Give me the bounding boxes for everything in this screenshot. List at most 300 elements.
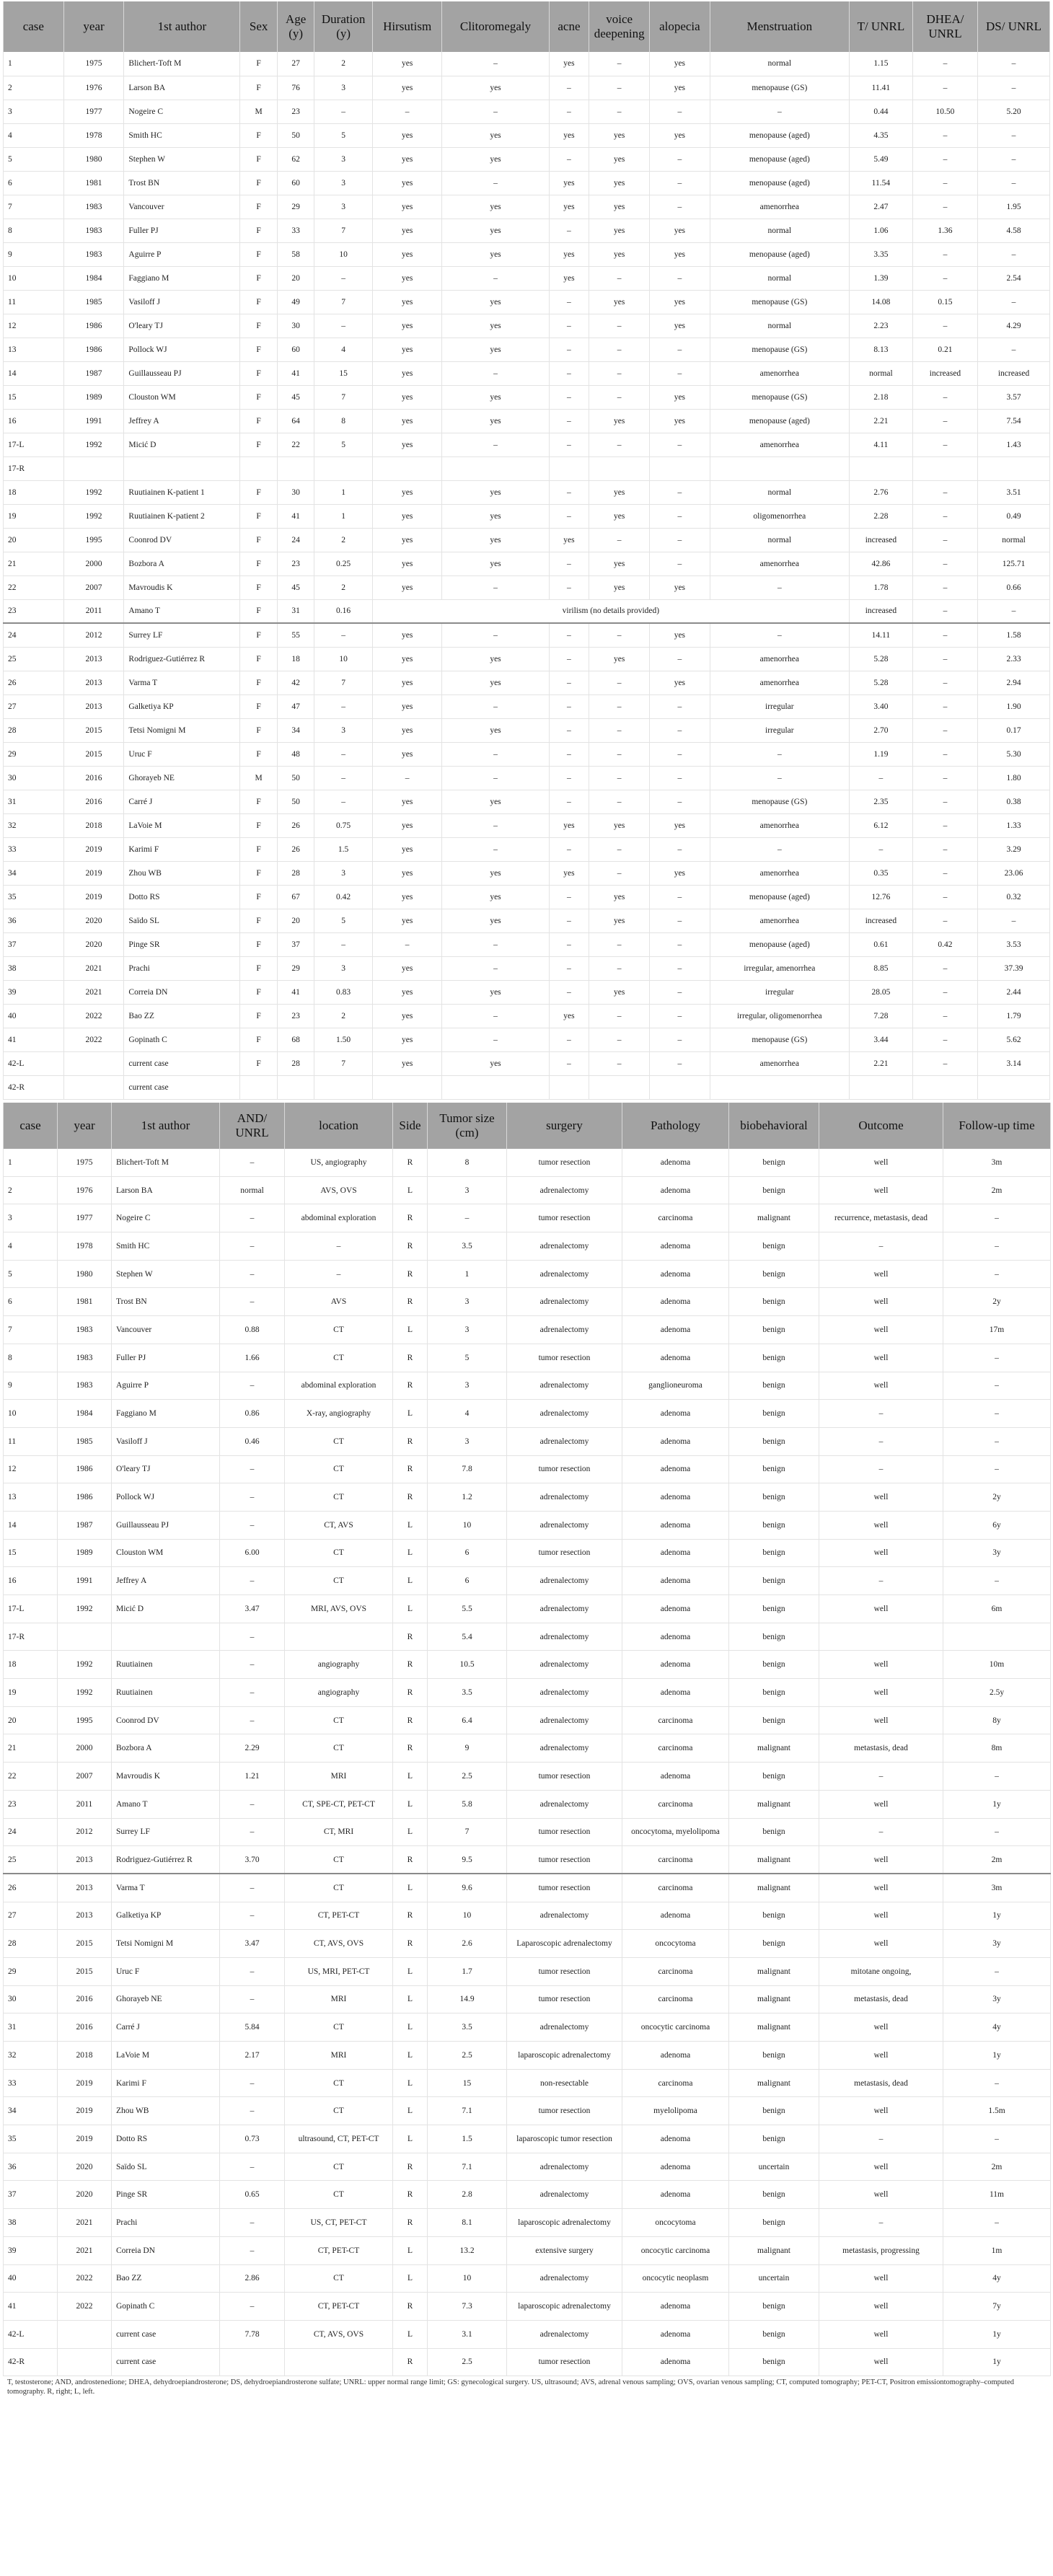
table1-header-row (4, 1, 1050, 52)
table-cell: 15 (314, 361, 372, 385)
table-cell: 7 (428, 1818, 507, 1846)
table1-header-cell: T/ UNRL (849, 1, 912, 52)
table-cell: Carré J (124, 790, 240, 813)
table-cell: current case (124, 1051, 240, 1075)
table-cell: 2018 (58, 2042, 112, 2070)
table-cell: well (819, 2293, 943, 2321)
table-cell: – (549, 480, 589, 504)
table-cell: yes (442, 480, 549, 504)
table-cell: 50 (277, 766, 314, 790)
table-cell: 25 (4, 647, 64, 671)
table-cell: – (710, 766, 849, 790)
table-cell (112, 1623, 220, 1651)
table-cell: – (943, 1818, 1051, 1846)
table-cell: 3.51 (978, 480, 1050, 504)
table-cell: amenorrhea (710, 361, 849, 385)
table-cell: Amano T (124, 599, 240, 623)
table-cell: tumor resection (507, 1818, 622, 1846)
table2-header-cell: Side (393, 1103, 428, 1149)
table-cell: 5.28 (849, 647, 912, 671)
table-cell: – (650, 361, 710, 385)
table-cell: yes (549, 171, 589, 195)
table-cell: benign (729, 1176, 819, 1204)
table-cell: 0.75 (314, 813, 372, 837)
table-cell: normal (220, 1176, 285, 1204)
table-cell: – (912, 480, 977, 504)
table-cell: 31 (4, 2013, 58, 2042)
table-row (4, 1511, 1051, 1539)
table-cell: – (220, 1902, 285, 1930)
table-cell: MRI, AVS, OVS (285, 1595, 393, 1623)
table-cell: F (240, 290, 278, 314)
table-cell: F (240, 956, 278, 980)
table-row (4, 1075, 1050, 1099)
table-row (4, 1539, 1051, 1567)
table-cell: yes (650, 219, 710, 242)
table-cell: 1.43 (978, 433, 1050, 456)
table-cell: 34 (4, 861, 64, 885)
table-cell: virilism (no details provided) (372, 599, 849, 623)
table-cell: carcinoma (622, 1790, 729, 1818)
table-cell: menopause (GS) (710, 385, 849, 409)
table-cell: increased (912, 361, 977, 385)
table-cell: – (650, 266, 710, 290)
table-cell: – (549, 504, 589, 528)
table-cell: 2.54 (978, 266, 1050, 290)
table-cell: – (589, 1004, 650, 1028)
table-cell: laparoscopic adrenalectomy (507, 2042, 622, 2070)
table-cell: – (549, 837, 589, 861)
table-cell: – (220, 1706, 285, 1734)
table-cell: – (442, 52, 549, 76)
table-row (4, 1957, 1051, 1985)
table-cell: adenoma (622, 2320, 729, 2348)
table-cell: 23 (277, 552, 314, 575)
table-row (4, 290, 1050, 314)
table-cell: current case (112, 2348, 220, 2376)
table-cell: benign (729, 1930, 819, 1958)
table-cell: – (220, 1567, 285, 1595)
table-cell: 12 (4, 1455, 58, 1483)
table-cell: well (819, 2348, 943, 2376)
table-cell: 125.71 (978, 552, 1050, 575)
table-cell (58, 2348, 112, 2376)
table-cell: 4.11 (849, 433, 912, 456)
table-cell: 22 (277, 433, 314, 456)
table-cell: CT, PET-CT (285, 2236, 393, 2264)
table-cell: – (549, 718, 589, 742)
clinical-features-table (3, 1, 1050, 1100)
table-cell: – (442, 171, 549, 195)
table-cell: Pollock WJ (124, 338, 240, 361)
table-cell: 1 (4, 1149, 58, 1177)
table-cell: – (589, 266, 650, 290)
table-row (4, 1874, 1051, 1902)
table-cell: 1 (428, 1260, 507, 1288)
table-cell: benign (729, 2320, 819, 2348)
table-cell: yes (442, 76, 549, 100)
table-cell: menopause (GS) (710, 790, 849, 813)
table-cell: 41 (4, 2293, 58, 2321)
table-cell: 0.32 (978, 885, 1050, 909)
table-cell: well (819, 1902, 943, 1930)
table-cell: 3.40 (849, 694, 912, 718)
table-row (4, 2236, 1051, 2264)
table-cell: 10 (428, 2264, 507, 2293)
table-cell: 4.29 (978, 314, 1050, 338)
table-cell: 3.53 (978, 932, 1050, 956)
table-cell: adenoma (622, 1400, 729, 1428)
table-cell: adenoma (622, 1651, 729, 1679)
table-cell: – (650, 433, 710, 456)
table-cell: 3y (943, 1985, 1051, 2013)
table-cell: adenoma (622, 1511, 729, 1539)
table-cell: 1992 (63, 480, 124, 504)
table-cell: 1992 (58, 1595, 112, 1623)
table-cell: 2.8 (428, 2181, 507, 2209)
table-cell (372, 1075, 442, 1099)
table-cell: well (819, 1679, 943, 1707)
table-cell: well (819, 2264, 943, 2293)
table-cell: R (393, 2181, 428, 2209)
table-row (4, 1679, 1051, 1707)
table-cell: 39 (4, 2236, 58, 2264)
table-cell: 2 (4, 76, 64, 100)
table-cell: 5 (4, 147, 64, 171)
table-cell: – (549, 409, 589, 433)
table-cell: benign (729, 1288, 819, 1316)
table-cell: Ghorayeb NE (112, 1985, 220, 2013)
table-cell: yes (372, 290, 442, 314)
table-cell: 8 (428, 1149, 507, 1177)
table-cell: – (589, 694, 650, 718)
table-cell: – (978, 123, 1050, 147)
table-cell: 33 (4, 2069, 58, 2097)
table-cell: adenoma (622, 2153, 729, 2181)
table-cell: CT (285, 2181, 393, 2209)
table-cell: F (240, 385, 278, 409)
table-row (4, 2125, 1051, 2153)
table-cell: R (393, 1930, 428, 1958)
table-cell: – (442, 623, 549, 647)
table-row (4, 1004, 1050, 1028)
table-cell: yes (372, 694, 442, 718)
table-cell: Clouston WM (112, 1539, 220, 1567)
table-cell: 41 (277, 361, 314, 385)
table-cell: 2.6 (428, 1930, 507, 1958)
table-row (4, 1149, 1051, 1177)
table-cell: AVS, OVS (285, 1176, 393, 1204)
table-cell: R (393, 1288, 428, 1316)
table-cell: Tetsi Nomigni M (124, 718, 240, 742)
table-cell: L (393, 1595, 428, 1623)
table-cell: 23 (4, 599, 64, 623)
table-cell: menopause (aged) (710, 885, 849, 909)
table-cell: 45 (277, 575, 314, 599)
table-cell: – (220, 2236, 285, 2264)
table-cell: F (240, 909, 278, 932)
table-cell: benign (729, 1149, 819, 1177)
table-cell: benign (729, 2125, 819, 2153)
table-cell: 5.84 (220, 2013, 285, 2042)
table-cell: adenoma (622, 1902, 729, 1930)
table-cell: 1.79 (978, 1004, 1050, 1028)
table-cell: 3.5 (428, 2013, 507, 2042)
table-cell: yes (549, 1004, 589, 1028)
table-cell: 13.2 (428, 2236, 507, 2264)
table-cell: 1985 (63, 290, 124, 314)
table-cell: Mavroudis K (112, 1763, 220, 1791)
table-cell: – (549, 671, 589, 694)
table-cell: – (912, 837, 977, 861)
table-cell: yes (372, 861, 442, 885)
table-cell: 42.86 (849, 552, 912, 575)
table-cell: Varma T (124, 671, 240, 694)
table-cell: well (819, 1706, 943, 1734)
table-cell: normal (710, 266, 849, 290)
table-cell: Micić D (124, 433, 240, 456)
table-cell: yes (372, 1028, 442, 1051)
table-cell: 5.28 (849, 671, 912, 694)
table-cell: menopause (aged) (710, 171, 849, 195)
table-cell: 1y (943, 2320, 1051, 2348)
table-cell: yes (650, 52, 710, 76)
table-cell: F (240, 1004, 278, 1028)
table-cell: – (549, 1028, 589, 1051)
table-cell: R (393, 1623, 428, 1651)
table-cell: 27 (277, 52, 314, 76)
table-cell: benign (729, 1316, 819, 1344)
table-cell: 28 (277, 1051, 314, 1075)
table-cell: F (240, 671, 278, 694)
table-cell: 11 (4, 290, 64, 314)
table-cell: 0.66 (978, 575, 1050, 599)
table-cell: 1.66 (220, 1344, 285, 1372)
table-cell: Surrey LF (124, 623, 240, 647)
table-cell: 3m (943, 1149, 1051, 1177)
table-cell: – (912, 813, 977, 837)
table-cell: benign (729, 1344, 819, 1372)
table-cell: 6.12 (849, 813, 912, 837)
table-cell: Rodriguez-Gutiérrez R (124, 647, 240, 671)
table-cell: 2021 (63, 980, 124, 1004)
table-cell: malignant (729, 1734, 819, 1763)
table-cell: menopause (aged) (710, 242, 849, 266)
table-cell: yes (650, 76, 710, 100)
table-cell: irregular, oligomenorrhea (710, 1004, 849, 1028)
table-cell: 2 (314, 52, 372, 76)
table-cell: tumor resection (507, 1344, 622, 1372)
table-cell: L (393, 1176, 428, 1204)
table-cell: benign (729, 1400, 819, 1428)
table-cell: 30 (277, 314, 314, 338)
table-cell: F (240, 171, 278, 195)
table-row (4, 932, 1050, 956)
table-cell: R (393, 1372, 428, 1400)
table-cell: 18 (277, 647, 314, 671)
table-cell: F (240, 742, 278, 766)
table-cell: L (393, 1539, 428, 1567)
table-cell: 2012 (63, 623, 124, 647)
table-cell: Clouston WM (124, 385, 240, 409)
table-cell: 5.30 (978, 742, 1050, 766)
table-cell: adrenalectomy (507, 1288, 622, 1316)
table-cell: 7.8 (428, 1455, 507, 1483)
table-cell: L (393, 2042, 428, 2070)
table-cell: F (240, 504, 278, 528)
table-cell: – (819, 1818, 943, 1846)
table-cell: 2.18 (849, 385, 912, 409)
table-cell: – (372, 766, 442, 790)
table-cell: – (220, 1957, 285, 1985)
table-cell: – (912, 575, 977, 599)
table-cell: 24 (4, 623, 64, 647)
table-cell: R (393, 1260, 428, 1288)
table-cell: well (819, 2042, 943, 2070)
table-cell: – (819, 1567, 943, 1595)
table-cell: – (589, 1051, 650, 1075)
table-cell: irregular (710, 980, 849, 1004)
table-cell: 2.44 (978, 980, 1050, 1004)
table-cell: F (240, 599, 278, 623)
table-cell: – (442, 433, 549, 456)
table-cell: Vancouver (112, 1316, 220, 1344)
table-cell: – (442, 1004, 549, 1028)
table-cell: adrenalectomy (507, 1902, 622, 1930)
table-cell: 10 (314, 647, 372, 671)
table1-header-cell: Hirsutism (372, 1, 442, 52)
table-cell: adrenalectomy (507, 1623, 622, 1651)
table-cell: 14 (4, 1511, 58, 1539)
table-cell: 30 (277, 480, 314, 504)
table2-header-cell: location (285, 1103, 393, 1149)
table-cell: adenoma (622, 2042, 729, 2070)
table-cell: – (589, 742, 650, 766)
table-cell: metastasis, dead (819, 2069, 943, 2097)
table-cell: Aguirre P (112, 1372, 220, 1400)
table-cell: 1995 (58, 1706, 112, 1734)
table-cell: 23.06 (978, 861, 1050, 885)
table-cell: F (240, 694, 278, 718)
table-cell: CT (285, 1455, 393, 1483)
table-cell: R (393, 1734, 428, 1763)
table-cell: – (650, 718, 710, 742)
table-cell: Correia DN (112, 2236, 220, 2264)
table-cell: Pollock WJ (112, 1483, 220, 1512)
table-cell (240, 456, 278, 480)
table-cell: benign (729, 1651, 819, 1679)
table-cell: CT (285, 2264, 393, 2293)
table-cell: 2016 (63, 790, 124, 813)
table-cell: F (240, 361, 278, 385)
table-cell: 36 (4, 2153, 58, 2181)
table-cell: – (650, 694, 710, 718)
table-cell: 2011 (58, 1790, 112, 1818)
table-cell: – (589, 718, 650, 742)
table-cell: yes (442, 123, 549, 147)
table-cell: F (240, 980, 278, 1004)
table-cell: carcinoma (622, 1204, 729, 1232)
table-cell: – (650, 480, 710, 504)
table-cell: carcinoma (622, 1985, 729, 2013)
table-cell: LaVoie M (124, 813, 240, 837)
table-cell: – (819, 1763, 943, 1791)
table-cell: – (220, 1372, 285, 1400)
table-cell: L (393, 1957, 428, 1985)
table-cell: increased (849, 599, 912, 623)
table-cell: 2021 (63, 956, 124, 980)
table-cell: Trost BN (124, 171, 240, 195)
table-cell: – (912, 314, 977, 338)
table-cell: 37 (4, 2181, 58, 2209)
table-cell: benign (729, 1232, 819, 1261)
table-cell: Tetsi Nomigni M (112, 1930, 220, 1958)
table-cell: – (912, 242, 977, 266)
table-cell: 1992 (58, 1679, 112, 1707)
table-cell: adrenalectomy (507, 1232, 622, 1261)
table-cell: normal (710, 528, 849, 552)
table-cell: normal (710, 480, 849, 504)
table-cell: Bozbora A (124, 552, 240, 575)
table-cell: – (220, 1790, 285, 1818)
table-cell: F (240, 552, 278, 575)
table-cell: CT (285, 1706, 393, 1734)
table-cell: L (393, 2069, 428, 2097)
table-cell (372, 456, 442, 480)
table-row (4, 885, 1050, 909)
table-cell: 0.65 (220, 2181, 285, 2209)
table-row (4, 409, 1050, 433)
table-cell (442, 456, 549, 480)
table-row (4, 2348, 1051, 2376)
table-cell: – (220, 1455, 285, 1483)
table-cell: yes (589, 123, 650, 147)
table-cell: benign (729, 1623, 819, 1651)
table-cell: adenoma (622, 1232, 729, 1261)
table-cell: 3 (428, 1316, 507, 1344)
table-cell: 2016 (63, 766, 124, 790)
table-cell: 5.62 (978, 1028, 1050, 1051)
table-cell: F (240, 195, 278, 219)
table-cell: 2.47 (849, 195, 912, 219)
table-cell: 7 (4, 1316, 58, 1344)
table-cell: F (240, 861, 278, 885)
table-cell: 3.1 (428, 2320, 507, 2348)
table-cell: carcinoma (622, 2069, 729, 2097)
table-cell: carcinoma (622, 1957, 729, 1985)
table-cell: 0.16 (314, 599, 372, 623)
table-cell: 10m (943, 1651, 1051, 1679)
table-cell: well (819, 1511, 943, 1539)
table-cell: yes (372, 837, 442, 861)
table-cell: carcinoma (622, 1874, 729, 1902)
table-cell (58, 1623, 112, 1651)
table-cell: R (393, 1706, 428, 1734)
table-cell: 2013 (63, 671, 124, 694)
table-cell: 2.70 (849, 718, 912, 742)
table-cell: 10 (4, 266, 64, 290)
table-cell: yes (372, 956, 442, 980)
table-row (4, 171, 1050, 195)
table-cell: 26 (4, 1874, 58, 1902)
table-cell: current case (124, 1075, 240, 1099)
table-cell: – (589, 52, 650, 76)
table-cell: 10 (428, 1902, 507, 1930)
table-cell: 2018 (63, 813, 124, 837)
table-cell: 58 (277, 242, 314, 266)
table-cell: yes (442, 718, 549, 742)
table-cell: 42-R (4, 1075, 64, 1099)
